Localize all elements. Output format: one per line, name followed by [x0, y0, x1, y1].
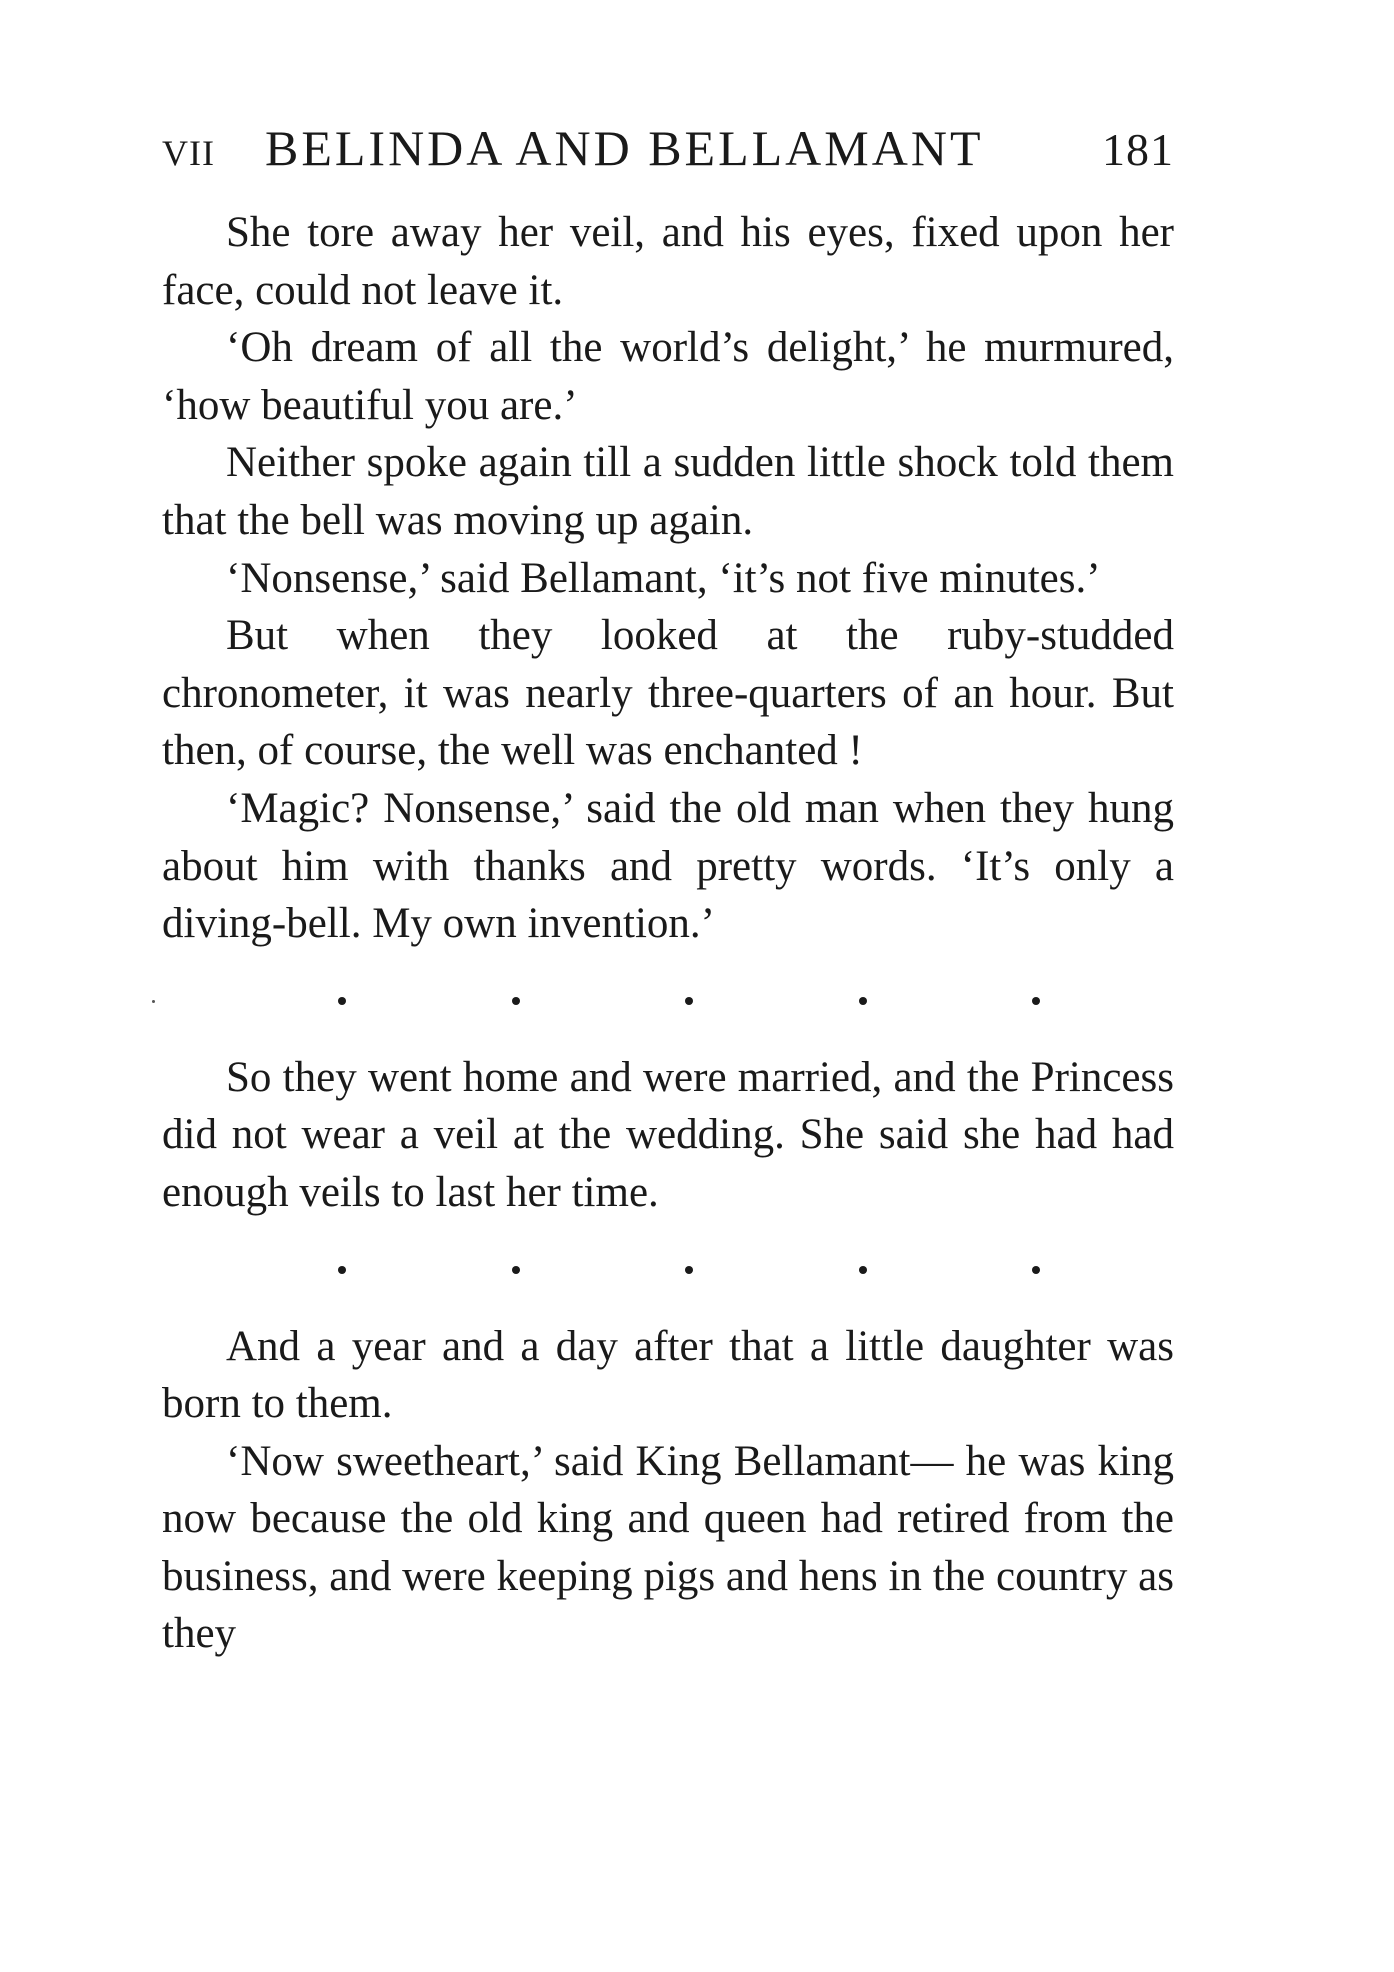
ellipsis-dot	[1032, 997, 1040, 1005]
running-head	[162, 112, 1174, 184]
paragraph: ‘Nonsense,’ said Bellamant, ‘it’s not five minutes.’	[226, 554, 1101, 602]
ellipsis-dot	[859, 997, 867, 1005]
ellipsis-dot	[512, 997, 520, 1005]
ellipsis-dot	[859, 1266, 867, 1274]
ellipsis-dot	[338, 997, 346, 1005]
stray-ink-mark	[152, 1000, 155, 1003]
section-break	[162, 1222, 1174, 1318]
book-page	[162, 112, 1174, 1663]
running-title: BELINDA AND BELLAMANT	[264, 120, 984, 176]
paragraph: Neither spoke again till a sudden little shock told them that the bell was moving up again.	[162, 439, 1174, 544]
paragraph: So they went home and were married, and the Princess did not wear a veil at the wedding. She said she had had enough veils to last her time.	[162, 1053, 1174, 1216]
ellipsis-dot	[685, 1266, 693, 1274]
ellipsis-dot	[338, 1266, 346, 1274]
paragraph: ‘Magic? Nonsense,’ said the old man when they hung about him with thanks and pretty words. ‘It’s only a diving-bell. My own invention.’	[162, 784, 1174, 948]
paragraph: ‘Oh dream of all the world’s delight,’ he murmured, ‘how beautiful you are.’	[162, 324, 1174, 429]
page-number: 181	[1102, 124, 1174, 175]
ellipsis-dot	[512, 1266, 520, 1274]
chapter-number: VII	[162, 133, 215, 173]
paragraph: ‘Now sweetheart,’ said King Bellamant— he was king now because the old king and queen had retired from the business, and were keeping pigs and hens in the country as they	[162, 1437, 1174, 1658]
ellipsis-dot	[1032, 1266, 1040, 1274]
paragraph: And a year and a day after that a little daughter was born to them.	[162, 1322, 1174, 1428]
section-break	[162, 953, 1174, 1049]
paragraph: But when they looked at the ruby-studded chronometer, it was nearly three-quarters of an hour. But then, of course, the well was enchanted !	[162, 612, 1174, 775]
body-text	[162, 204, 1174, 1663]
ellipsis-dot	[685, 997, 693, 1005]
paragraph: She tore away her veil, and his eyes, fixed upon her face, could not leave it.	[162, 209, 1174, 314]
